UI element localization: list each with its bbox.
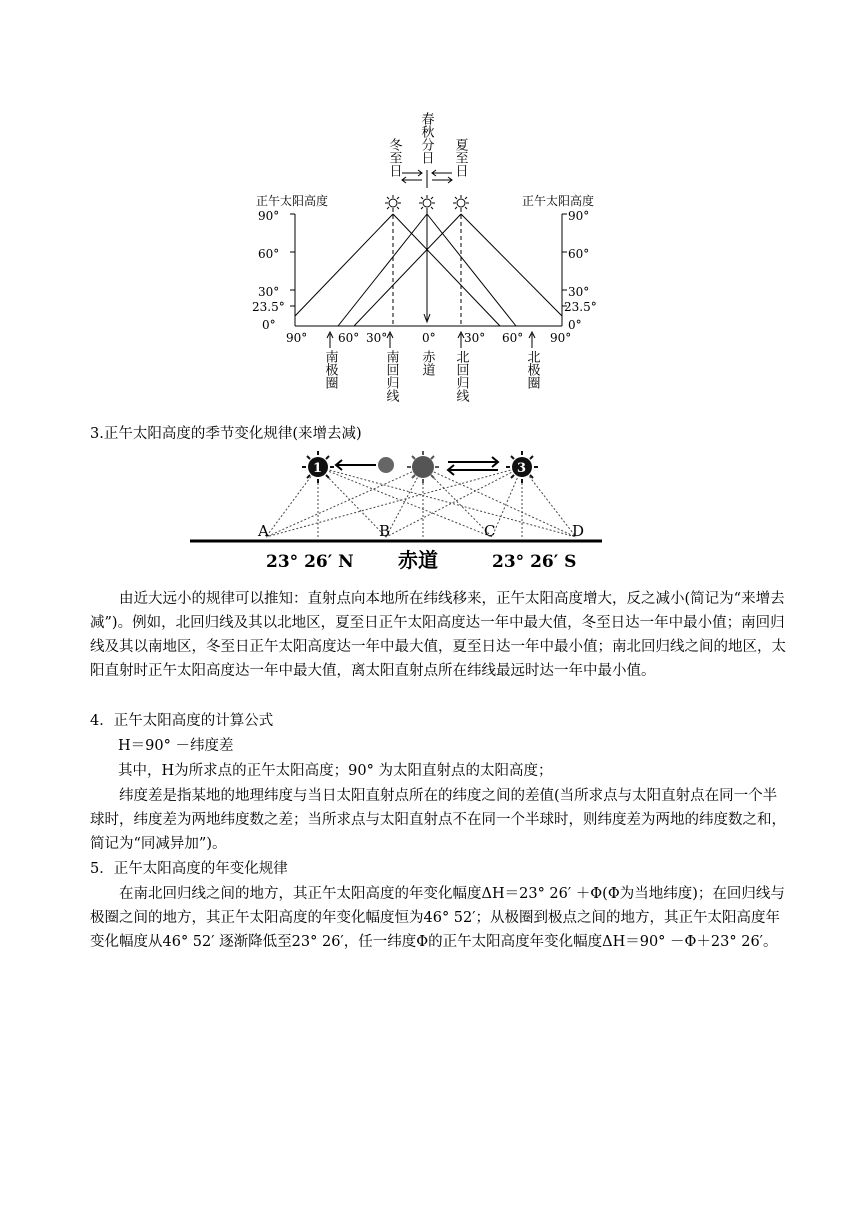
sun-migration-arrows (402, 170, 452, 188)
y-tick: 60° (568, 247, 590, 261)
x-tick: 0° (422, 331, 436, 345)
paragraph-4b: 纬度差是指某地的地理纬度与当日太阳直射点所在的纬度之间的差值(当所求点与太阳直射点在同一个半球时，纬度差为两地纬度数之差；当所求点与太阳直射点不在同一个半球时，则纬度差为两地的纬度数之和，简记为“同减异加”)。 (90, 788, 786, 852)
equinox-label: 春秋分日 (418, 112, 434, 164)
tropic-of-cancer-label: 北回归线 (453, 350, 469, 402)
tropic-of-capricorn-label: 南回归线 (383, 350, 399, 402)
antarctic-circle-label: 南极圈 (322, 350, 338, 389)
point-c-label: C (484, 522, 496, 540)
diagram-lines (290, 208, 567, 326)
x-tick: 30° (366, 331, 388, 345)
section-4-title: 4．正午太阳高度的计算公式 (90, 713, 274, 729)
south-latitude-label: 23° 26′ S (492, 552, 577, 572)
equator-label: 赤道 (398, 548, 438, 572)
sun-1-label: 1 (313, 461, 323, 476)
arctic-circle-label: 北极圈 (524, 350, 540, 389)
winter-solstice-label: 冬至日 (386, 138, 402, 177)
x-tick: 60° (502, 331, 524, 345)
x-tick: 90° (550, 331, 572, 345)
equator-label: 赤道 (419, 350, 435, 376)
left-axis-title: 正午太阳高度 (256, 194, 329, 208)
y-tick: 90° (258, 209, 280, 223)
y-tick: 0° (262, 318, 276, 332)
x-tick: 60° (338, 331, 360, 345)
section-3-title: 3.正午太阳高度的季节变化规律(来增去减) (90, 426, 362, 442)
x-tick: 30° (464, 331, 486, 345)
point-a-label: A (258, 522, 269, 540)
sun-position-diagram (186, 445, 606, 575)
formula-line: H＝90° －纬度差 (118, 738, 234, 754)
right-axis-title: 正午太阳高度 (522, 194, 595, 208)
summer-solstice-label: 夏至日 (452, 138, 468, 177)
y-tick: 30° (258, 285, 280, 299)
y-tick: 23.5° (564, 300, 597, 314)
point-d-label: D (572, 522, 585, 540)
noon-sun-altitude-diagram (250, 108, 597, 408)
section-5-title: 5．正午太阳高度的年变化规律 (90, 861, 288, 877)
point-b-label: B (379, 522, 391, 540)
x-tick: 90° (286, 331, 308, 345)
paragraph-section-5: 在南北回归线之间的地方，其正午太阳高度的年变化幅度ΔH＝23° 26′ ＋Φ(Φ为当地纬度)；在回归线与极圈之间的地方，其正午太阳高度的年变化幅度恒为46° 52′；从极圈到极点之间的地方，其正午太阳高度年变化幅度从46° 52′ 逐渐降低至23° 26′，任一纬度Φ的正午太阳高度年变化幅度ΔH＝90° －Φ＋23° 26′。 (90, 886, 785, 950)
sun-3-label: 3 (517, 461, 527, 476)
paragraph-section-3: 由近大远小的规律可以推知：直射点向本地所在纬线移来，正午太阳高度增大，反之减小(简记为“来增去减”)。例如，北回归线及其以北地区，夏至日正午太阳高度达一年中最大值，冬至日达一年中最小值；南回归线及其以南地区，冬至日正午太阳高度达一年中最大值，夏至日达一年中最小值；南北回归线之间的地区，太阳直射时正午太阳高度达一年中最大值，离太阳直射点所在纬线最远时达一年中最小值。 (90, 591, 786, 679)
north-latitude-label: 23° 26′ N (266, 552, 354, 572)
y-tick: 0° (568, 318, 582, 332)
y-tick: 23.5° (252, 300, 285, 314)
y-tick: 60° (258, 247, 280, 261)
paragraph-4a: 其中，H为所求点的正午太阳高度；90° 为太阳直射点的太阳高度； (118, 763, 553, 779)
y-tick: 90° (568, 209, 590, 223)
y-tick: 30° (568, 285, 590, 299)
